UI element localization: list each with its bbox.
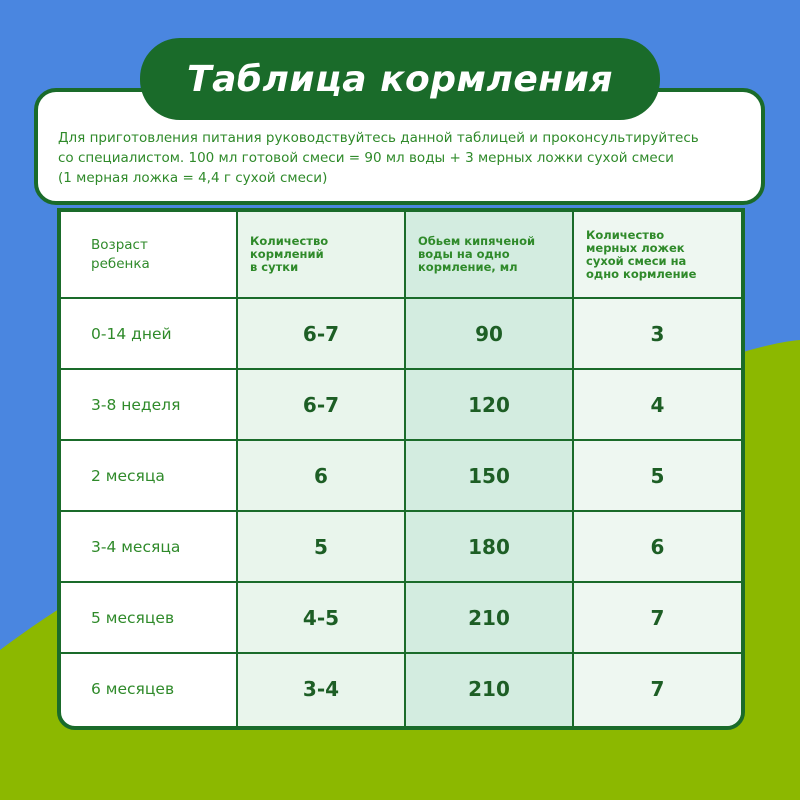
feeding-table: [57, 208, 745, 730]
table-cell-feedings: 3-4: [302, 677, 340, 701]
table-cell-age: 5 месяцев: [91, 608, 175, 627]
table-cell-feedings: 6-7: [302, 321, 340, 346]
table-cell-water: 180: [468, 534, 510, 559]
header-age: Возраст ребенка: [91, 236, 150, 272]
table-cell-water: 150: [468, 463, 510, 488]
table-cell-age: 6 месяцев: [91, 680, 175, 698]
table-cell-age: 2 месяца: [91, 466, 165, 485]
table-cell-water: 120: [468, 392, 510, 417]
table-cell-scoops: 6: [650, 534, 665, 559]
table-cell-scoops: 4: [650, 392, 665, 417]
table-cell-scoops: 5: [650, 463, 665, 488]
header-scoops: Количество мерных ложек сухой смеси на одно кормление: [586, 227, 697, 281]
header-feedings: Количество кормлений в сутки: [250, 234, 329, 274]
table-cell-age: 3-4 месяца: [91, 537, 181, 556]
info-text: Для приготовления питания руководствуйтесь данной таблицей и проконсультируйтесь со специалистом. 100 мл готовой смеси = 90 мл воды + 3 мерных ложки сухой смеси (1 мерная ложка = 4,4 г сухой смеси): [58, 130, 699, 186]
table-cell-scoops: 7: [650, 677, 665, 701]
table-cell-feedings: 6: [314, 463, 328, 488]
page-title: Таблица кормления: [187, 58, 613, 100]
title-banner: [140, 38, 660, 120]
table-cell-water: 210: [468, 605, 510, 630]
table-cell-water: 90: [475, 321, 503, 346]
table-cell-feedings: 5: [314, 534, 328, 559]
table-cell-feedings: 6-7: [302, 392, 340, 417]
table-cell-scoops: 3: [650, 321, 665, 346]
table-cell-water: 210: [468, 677, 510, 701]
table-cell-age: 3-8 неделя: [91, 395, 181, 414]
table-cell-feedings: 4-5: [302, 605, 340, 630]
table-cell-age: 0-14 дней: [91, 324, 172, 343]
table-cell-scoops: 7: [650, 605, 665, 630]
header-water: Обьем кипяченой воды на одно кормление, мл: [418, 234, 536, 274]
